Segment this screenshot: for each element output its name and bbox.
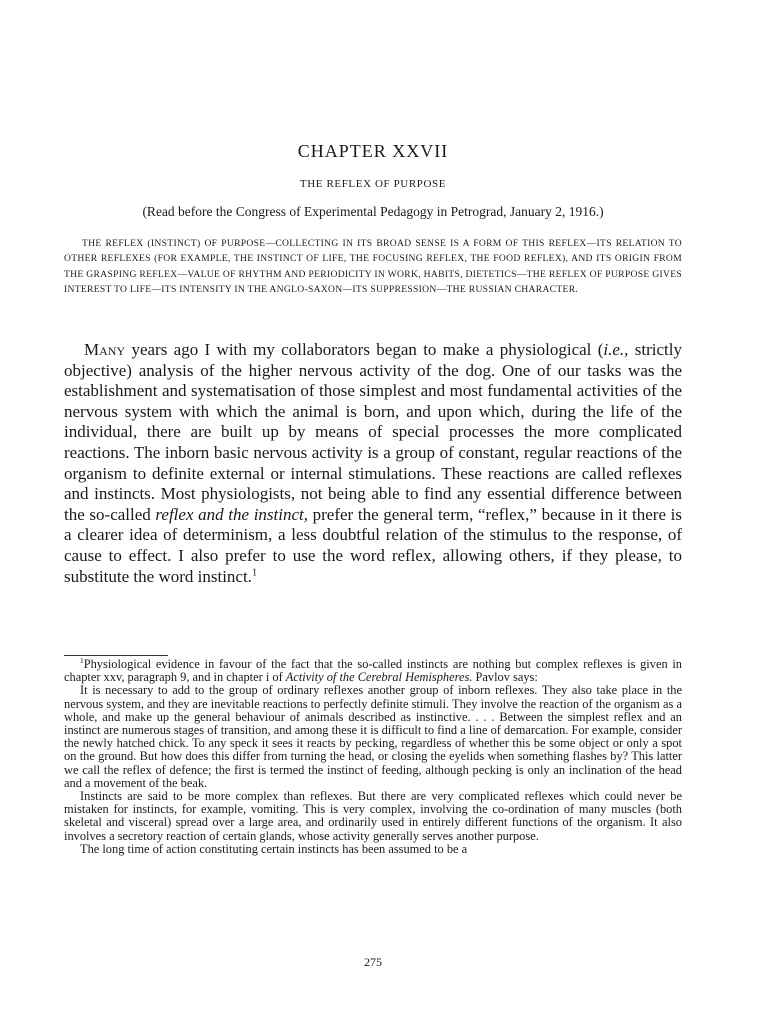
footnote-quote-2: Instincts are said to be more complex than reflexes. But there are very complicated reflexes which could never be mistaken for instincts, for example, vomiting. This is very complex, involving the co-ordination of many muscles (both skeletal and visceral) spread over a large area, and ordinarily used in entirely different functions of the organism. It also involves a secretory reaction of certain glands, whose activity generally serves another purpose. (64, 789, 682, 843)
dropcap-word: Many (84, 340, 126, 359)
body-text-segment: strictly objective) analysis of the higher nervous activity of the dog. One of our tasks was the establishment and systematisation of those simplest and most fundamental activities of the nervous system with which the animal is born, and upon which, during the life of the individual, there are built up by means of special processes the more complicated reactions. The inborn basic nervous activity is a group of constant, regular reactions of the organism to definite external or internal stimulations. These reactions are called reflexes and instincts. Most physiologists, not being able to find any essential difference between the so-called (64, 340, 682, 524)
footnote-marker: 1 (80, 655, 84, 665)
footnote-quote-3: The long time of action constituting certain instincts has been assumed to be a (80, 841, 468, 856)
body-paragraph (64, 340, 682, 587)
page-number: 275 (364, 955, 382, 969)
read-note: (Read before the Congress of Experimental Pedagogy in Petrograd, January 2, 1916.) (142, 204, 604, 219)
body-italic-ie: i.e., (603, 340, 629, 359)
chapter-title: CHAPTER XXVII (297, 141, 449, 161)
footnote-1 (64, 655, 682, 685)
footnote-quote-1: It is necessary to add to the group of ordinary reflexes another group of inborn reflexes. They also take place in the nervous system, and they are inevitable reactions to perfectly definite stimuli. They involve the reaction of the organism as a whole, and make up the general behaviour of animals described as instinctive. . . . Between the simplest reflex and an instinct are numerous stages of transition, and among these it is difficult to find a line of demarcation. For example, consider the newly hatched chick. To any speck it sees it reacts by pecking, regardless of whether this be some object or only a spot on the ground. But how does this differ from turning the head, or closing the eyelids when something flashes by? This latter we call the reflex of defence; the first is termed the instinct of feeding, although pecking is only an inclination of the head and a movement of the beak. (64, 683, 682, 790)
body-italic-phrase: reflex and the instinct, (155, 504, 308, 524)
footnote-italic-title: Activity of the Cerebral Hemispheres. (285, 670, 473, 685)
body-text-segment: years ago I with my collaborators began to make a physiological ( (125, 340, 604, 359)
footnotes (64, 655, 682, 856)
footnote-text: Physiological evidence in favour of the fact that the so-called instincts are nothing but complex reflexes is given in chapter xxv, paragraph 9, and in chapter i of (64, 657, 682, 685)
footnote-text: Pavlov says: (472, 670, 538, 685)
chapter-subtitle: THE REFLEX OF PURPOSE (299, 178, 447, 190)
body-text-segment: prefer the general term, “reflex,” because in it there is a clearer idea of determinism, a less doubtful relation of the stimulus to the response, of cause to effect. I also prefer to use the word reflex, allowing others, if they please, to substitute the word instinct. (64, 504, 682, 586)
footnote-reference[interactable]: 1 (251, 566, 258, 578)
chapter-summary: THE REFLEX (INSTINCT) OF PURPOSE—COLLECTING IN ITS BROAD SENSE IS A FORM OF THIS REFLEX—ITS RELATION TO OTHER REFLEXES (FOR EXAMPLE, THE INSTINCT OF LIFE, THE FOCUSING REFLEX, THE FOOD REFLEX), AND ITS ORIGIN FROM THE GRASPING REFLEX—VALUE OF RHYTHM AND PERIODICITY IN WORK, HABITS, DIETETICS—THE REFLEX OF PURPOSE GIVES INTEREST TO LIFE—ITS INTENSITY IN THE ANGLO-SAXON—ITS SUPPRESSION—THE RUSSIAN CHARACTER. (64, 238, 682, 296)
